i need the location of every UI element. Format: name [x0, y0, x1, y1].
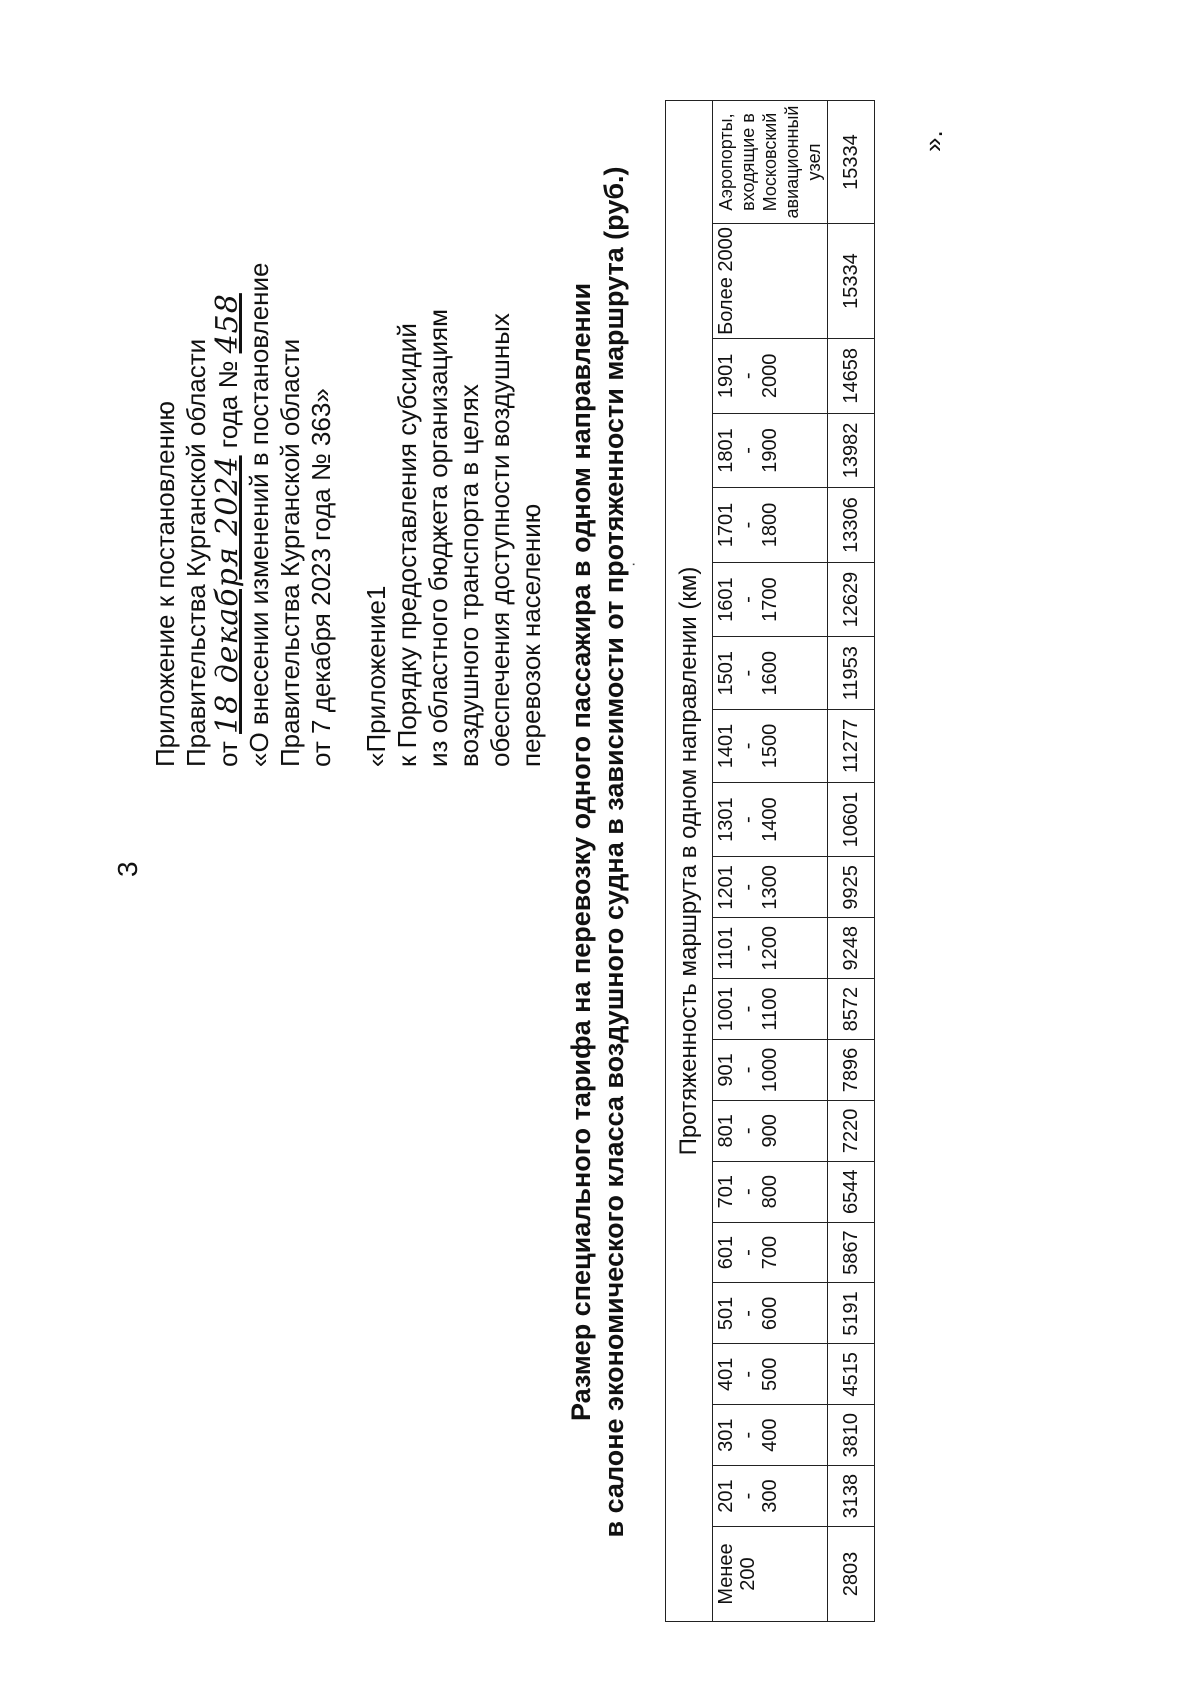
range-cell: 1001 - 1100 — [713, 979, 828, 1040]
annex-line-4: «О внесении изменений в постановление — [244, 262, 274, 767]
inner-annex-line-1: «Приложение1 — [361, 585, 391, 767]
title-line-2: в салоне экономического класса воздушного судна в зависимости от протяженности маршрута (руб.) — [599, 166, 629, 1538]
inner-annex-line-4: воздушного транспорта в целях — [454, 384, 484, 767]
title-line-1: Размер специального тарифа на перевозку одного пассажира в одном направлении — [566, 282, 596, 1422]
range-cell: 1401 - 1500 — [713, 710, 828, 783]
table-title — [565, 127, 631, 1577]
tariff-value-row — [828, 101, 875, 1622]
tariff-table — [665, 100, 875, 1622]
page-number: 3 — [112, 861, 143, 877]
tariff-value: 8572 — [828, 979, 875, 1040]
range-cell: 601 - 700 — [713, 1222, 828, 1283]
range-cell: 501 - 600 — [713, 1283, 828, 1344]
annex-date-prefix: от — [213, 733, 243, 767]
range-cell: 1701 - 1800 — [713, 488, 828, 563]
tariff-value: 5191 — [828, 1283, 875, 1344]
handwritten-number: 458 — [210, 293, 245, 354]
tariff-value: 4515 — [828, 1344, 875, 1405]
range-cell-over-2000: Более 2000 — [713, 224, 828, 339]
distance-range-row — [713, 101, 828, 1622]
inner-annex-line-3: из областного бюджета организациям — [423, 308, 453, 767]
range-cell: 901 - 1000 — [713, 1040, 828, 1101]
range-cell: 1501 - 1600 — [713, 637, 828, 710]
tariff-value: 14658 — [828, 339, 875, 414]
inner-annex-line-6: перевозок населению — [516, 503, 546, 767]
annex-line-5: Правительства Курганской области — [275, 338, 305, 767]
range-cell: 1601 - 1700 — [713, 562, 828, 637]
tariff-value: 9925 — [828, 857, 875, 918]
tariff-value: 7220 — [828, 1100, 875, 1161]
tariff-value: 11953 — [828, 637, 875, 710]
inner-annex-line-2: к Порядку предоставления субсидий — [392, 323, 422, 767]
handwritten-date: 18 декабря 2024 — [210, 455, 245, 734]
annex-line-3 — [212, 7, 244, 767]
tariff-value: 15334 — [828, 101, 875, 224]
table-header-cell: Протяженность маршрута в одном направлении (км) — [666, 101, 713, 1622]
margin-dot: · — [625, 561, 642, 567]
tariff-value: 13306 — [828, 488, 875, 563]
range-cell: 1901 - 2000 — [713, 339, 828, 414]
tariff-value: 5867 — [828, 1222, 875, 1283]
tariff-value: 3138 — [828, 1466, 875, 1527]
tariff-value: 2803 — [828, 1527, 875, 1622]
tariff-value: 11277 — [828, 710, 875, 783]
range-cell: 201 - 300 — [713, 1466, 828, 1527]
range-cell-moscow-airports: Аэропорты, входящие в Московский авиационный узел — [713, 101, 828, 224]
closing-quote: ». — [918, 130, 948, 152]
annex-line-6: от 7 декабря 2023 года № 363» — [306, 388, 336, 767]
range-cell: 701 - 800 — [713, 1161, 828, 1222]
table-header-row — [666, 101, 713, 1622]
tariff-value: 7896 — [828, 1040, 875, 1101]
inner-annex-line-5: обеспечения доступности воздушных — [485, 313, 515, 767]
range-cell: 801 - 900 — [713, 1100, 828, 1161]
tariff-value: 10601 — [828, 782, 875, 857]
annex-spacer — [337, 7, 361, 767]
annex-line-2: Правительства Курганской области — [181, 338, 211, 767]
tariff-value: 3810 — [828, 1405, 875, 1466]
annex-line-1: Приложение к постановлению — [150, 401, 180, 767]
annex-header — [150, 7, 547, 767]
range-cell: 1801 - 1900 — [713, 413, 828, 488]
range-cell: 1201 - 1300 — [713, 857, 828, 918]
tariff-value: 13982 — [828, 413, 875, 488]
tariff-value: 9248 — [828, 918, 875, 979]
tariff-value: 15334 — [828, 224, 875, 339]
tariff-value: 6544 — [828, 1161, 875, 1222]
range-cell: 1101 - 1200 — [713, 918, 828, 979]
range-cell-under-200: Менее 200 — [713, 1527, 828, 1622]
annex-date-mid: года № — [213, 353, 243, 456]
range-cell: 301 - 400 — [713, 1405, 828, 1466]
range-cell: 1301 - 1400 — [713, 782, 828, 857]
tariff-value: 12629 — [828, 562, 875, 637]
range-cell: 401 - 500 — [713, 1344, 828, 1405]
